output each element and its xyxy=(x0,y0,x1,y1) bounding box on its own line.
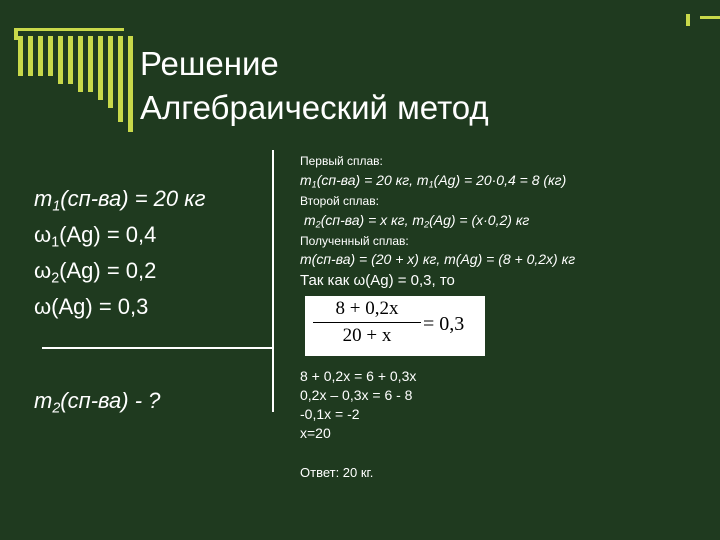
given-w2-sub: 2 xyxy=(51,270,60,287)
second-alloy-eq-part: (Ag) = (x·0,2) кг xyxy=(429,212,530,228)
decorative-left-bar xyxy=(14,30,18,40)
first-alloy-eq-sub: 1 xyxy=(428,179,434,190)
solution-step: 8 + 0,2x = 6 + 0,3x xyxy=(300,368,417,384)
solution-step: 0,2x – 0,3x = 6 - 8 xyxy=(300,387,413,403)
second-alloy-eq-part: (сп-ва) = x кг, m xyxy=(320,212,425,228)
given-m1 xyxy=(34,186,206,214)
fraction-denominator: 20 + x xyxy=(342,325,392,346)
given-w1-symbol: ω xyxy=(34,222,52,247)
result-alloy-equation: m(сп-ва) = (20 + x) кг, m(Ag) = (8 + 0,2x) кг xyxy=(300,251,576,267)
given-divider-horizontal xyxy=(42,347,274,349)
second-alloy-eq-sub: 2 xyxy=(424,219,430,230)
first-alloy-equation xyxy=(300,172,566,190)
decorative-right-line xyxy=(700,16,720,19)
first-alloy-label: Первый сплав: xyxy=(300,154,383,168)
solution-steps xyxy=(300,367,416,443)
given-w2-rest: (Ag) = 0,2 xyxy=(59,258,157,283)
given-m2-sub: 2 xyxy=(52,400,61,417)
given-m2-rest: (сп-ва) - ? xyxy=(60,388,161,413)
decorative-top-line xyxy=(14,28,124,31)
given-m2-symbol: m xyxy=(34,388,53,413)
given-w1-sub: 1 xyxy=(51,234,60,251)
given-m2-unknown xyxy=(34,388,160,416)
since-statement: Так как ω(Ag) = 0,3, то xyxy=(300,272,455,289)
title-line-1: Решение xyxy=(140,45,279,82)
second-alloy-label: Второй сплав: xyxy=(300,194,379,208)
given-divider-vertical xyxy=(272,150,274,412)
fraction xyxy=(313,298,421,347)
answer: Ответ: 20 кг. xyxy=(300,465,374,480)
title-line-2: Алгебраический метод xyxy=(140,89,489,126)
given-w2 xyxy=(34,258,156,286)
decorative-right-bar xyxy=(686,14,690,26)
slide-title xyxy=(140,42,489,130)
solution-step: -0,1x = -2 xyxy=(300,406,360,422)
first-alloy-eq-part: (сп-ва) = 20 кг, m xyxy=(316,172,429,188)
second-alloy-eq-part: m xyxy=(304,212,316,228)
given-w1-rest: (Ag) = 0,4 xyxy=(59,222,157,247)
given-m1-sub: 1 xyxy=(52,198,61,215)
result-alloy-label: Полученный сплав: xyxy=(300,234,409,248)
fraction-numerator: 8 + 0,2x xyxy=(313,298,421,323)
solution-step: x=20 xyxy=(300,425,331,441)
first-alloy-eq-part: m xyxy=(300,172,312,188)
given-w2-symbol: ω xyxy=(34,258,52,283)
given-w: ω(Ag) = 0,3 xyxy=(34,294,149,319)
fraction-rhs: = 0,3 xyxy=(423,313,465,335)
second-alloy-equation xyxy=(304,212,529,230)
given-m1-symbol: m xyxy=(34,186,53,211)
given-w1 xyxy=(34,222,156,250)
first-alloy-eq-sub: 1 xyxy=(311,179,317,190)
second-alloy-eq-sub: 2 xyxy=(315,219,321,230)
first-alloy-eq-part: (Ag) = 20·0,4 = 8 (кг) xyxy=(433,172,567,188)
given-m1-rest: (сп-ва) = 20 кг xyxy=(60,186,206,211)
fraction-formula xyxy=(305,296,485,356)
